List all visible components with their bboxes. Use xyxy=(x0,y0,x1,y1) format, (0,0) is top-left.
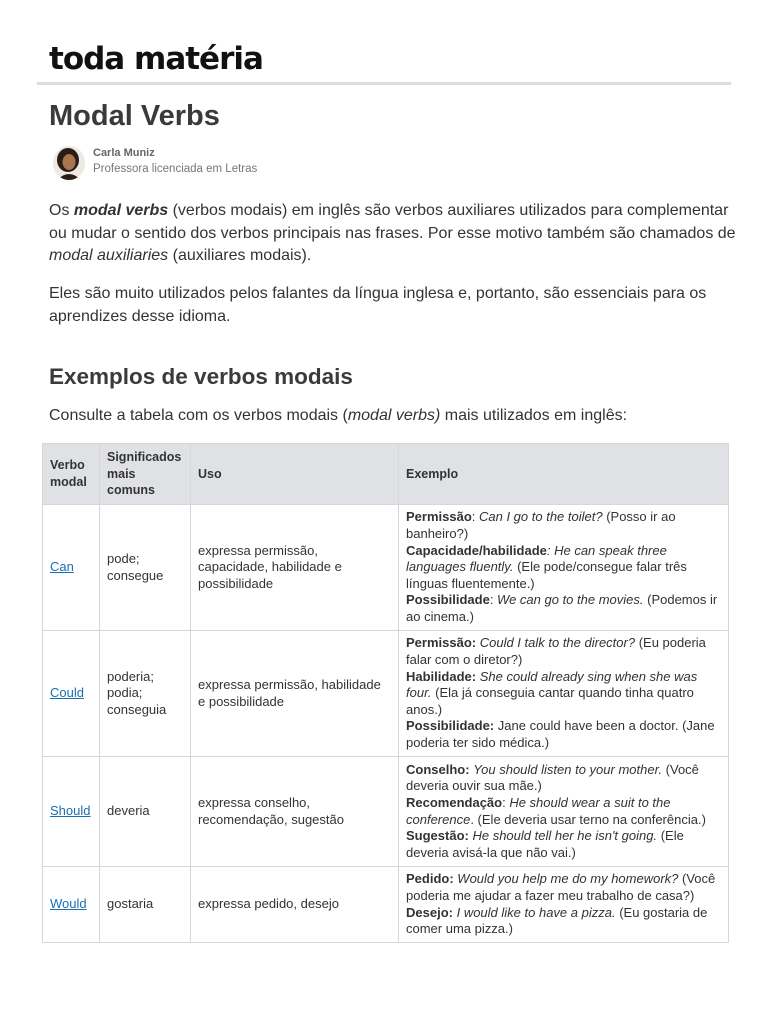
example-label: Pedido: xyxy=(406,871,454,887)
page-title: Modal Verbs xyxy=(49,100,220,132)
term-modal-auxiliaries: modal auxiliaries xyxy=(49,247,169,264)
verb-cell xyxy=(43,867,100,943)
meanings-cell: deveria xyxy=(100,757,191,867)
example-line xyxy=(406,905,721,938)
example-english: She could already sing when she was four. xyxy=(406,668,698,701)
author-avatar xyxy=(53,146,85,180)
section-intro xyxy=(49,405,739,428)
term-modal-verbs: modal verbs) xyxy=(347,407,441,424)
use-cell: expressa conselho, recomendação, sugestão xyxy=(191,757,399,867)
example-line xyxy=(406,509,721,542)
example-sep: : xyxy=(502,794,510,810)
example-translation: (Você poderia me ajudar a fazer meu trabalho de casa?) xyxy=(406,871,716,903)
intro-paragraph-1 xyxy=(49,200,739,268)
col-header-verb: Verbo modal xyxy=(43,444,100,505)
example-label: Permissão: xyxy=(406,635,477,651)
example-line xyxy=(406,871,721,904)
example-label: Conselho: xyxy=(406,761,470,777)
example-line xyxy=(406,635,721,668)
example-translation: (Ela já conseguia cantar quando tinha quatro anos.) xyxy=(406,685,694,717)
example-line xyxy=(406,543,721,593)
header-divider xyxy=(37,82,731,85)
table-row xyxy=(43,757,729,867)
col-header-meanings: Significados mais comuns xyxy=(100,444,191,505)
example-english: He should tell her he isn't going. xyxy=(472,828,658,844)
verb-link-would[interactable]: Would xyxy=(50,896,87,912)
verb-cell xyxy=(43,631,100,757)
term-modal-verbs: modal verbs xyxy=(73,202,169,219)
intro-text: (auxiliares modais). xyxy=(168,247,312,264)
example-cell xyxy=(399,631,729,757)
example-line xyxy=(406,669,721,719)
example-translation: Jane could have been a doctor. (Jane poderia ter sido médica.) xyxy=(406,718,715,750)
example-sep: : xyxy=(471,509,479,525)
example-translation: (Ele deveria avisá-la que não vai.) xyxy=(406,828,684,860)
example-cell xyxy=(399,757,729,867)
verb-link-should[interactable]: Should xyxy=(50,803,91,819)
example-label: Possibilidade xyxy=(406,592,490,608)
example-english: You should listen to your mother. xyxy=(473,761,663,777)
example-translation: (Posso ir ao banheiro?) xyxy=(406,509,676,542)
example-translation: . (Ele deveria usar terno na conferência.) xyxy=(470,811,706,827)
site-logo[interactable]: toda matéria xyxy=(49,41,263,77)
verb-link-could[interactable]: Could xyxy=(50,685,84,701)
section-intro-text: Consulte a tabela com os verbos modais ( xyxy=(49,407,348,424)
example-translation: (Podemos ir ao cinema.) xyxy=(406,592,718,624)
intro-paragraph-2: Eles são muito utilizados pelos falantes da língua inglesa e, portanto, são essenciais para os aprendizes desse idioma. xyxy=(49,285,707,325)
author-photo xyxy=(53,146,85,180)
use-cell: expressa permissão, habilidade e possibilidade xyxy=(191,631,399,757)
example-english: Can I go to the toilet? xyxy=(479,509,603,525)
example-english: Would you help me do my homework? xyxy=(457,871,679,887)
col-header-use: Uso xyxy=(191,444,399,505)
example-line xyxy=(406,762,721,795)
section-heading: Exemplos de verbos modais xyxy=(49,364,353,389)
example-label: Possibilidade: xyxy=(406,718,495,734)
example-sep: : xyxy=(489,592,498,608)
example-translation: (Ele pode/consegue falar três línguas fluentemente.) xyxy=(406,559,687,591)
example-label: Habilidade: xyxy=(406,668,477,684)
table-header-row xyxy=(43,444,729,505)
example-english: I would like to have a pizza. xyxy=(456,904,616,920)
meanings-cell: poderia; podia; conseguia xyxy=(100,631,191,757)
example-label: Recomendação xyxy=(406,794,503,810)
example-line xyxy=(406,828,721,861)
section-intro-text: mais utilizados em inglês: xyxy=(440,407,628,424)
meanings-cell: gostaria xyxy=(100,867,191,943)
table-row xyxy=(43,505,729,631)
example-cell xyxy=(399,505,729,631)
author-name[interactable]: Carla Muniz xyxy=(93,147,155,159)
example-english: We can go to the movies. xyxy=(497,592,644,608)
meanings-cell: pode; consegue xyxy=(100,505,191,631)
example-line xyxy=(406,795,721,828)
example-label: Sugestão: xyxy=(406,828,469,844)
intro-text: Os xyxy=(49,202,74,219)
verb-cell xyxy=(43,505,100,631)
example-translation: (Você deveria ouvir sua mãe.) xyxy=(406,761,699,794)
use-cell: expressa pedido, desejo xyxy=(191,867,399,943)
verb-link-can[interactable]: Can xyxy=(50,559,74,575)
example-label: Capacidade/habilidade xyxy=(406,542,547,558)
example-cell xyxy=(399,867,729,943)
modal-verbs-table xyxy=(42,443,729,943)
example-line xyxy=(406,718,721,751)
col-header-example: Exemplo xyxy=(399,444,729,505)
example-line xyxy=(406,592,721,625)
author-role: Professora licenciada em Letras xyxy=(93,163,258,175)
intro-text: (verbos modais) em inglês são verbos auxiliares utilizados para complementar ou mudar o sentido dos verbos principais nas frases. Por esse motivo também são chamados de xyxy=(49,202,736,242)
verb-cell xyxy=(43,757,100,867)
example-label: Permissão xyxy=(406,509,472,525)
example-translation: (Eu poderia falar com o diretor?) xyxy=(406,635,706,668)
example-label: Desejo: xyxy=(406,904,453,920)
example-english: Could I talk to the director? xyxy=(479,635,636,651)
use-cell: expressa permissão, capacidade, habilidade e possibilidade xyxy=(191,505,399,631)
example-translation: (Eu gostaria de comer uma pizza.) xyxy=(406,904,708,937)
example-english: : He can speak three languages fluently. xyxy=(406,542,667,575)
example-english: He should wear a suit to the conference xyxy=(406,794,671,827)
table-row xyxy=(43,631,729,757)
table-row xyxy=(43,867,729,943)
